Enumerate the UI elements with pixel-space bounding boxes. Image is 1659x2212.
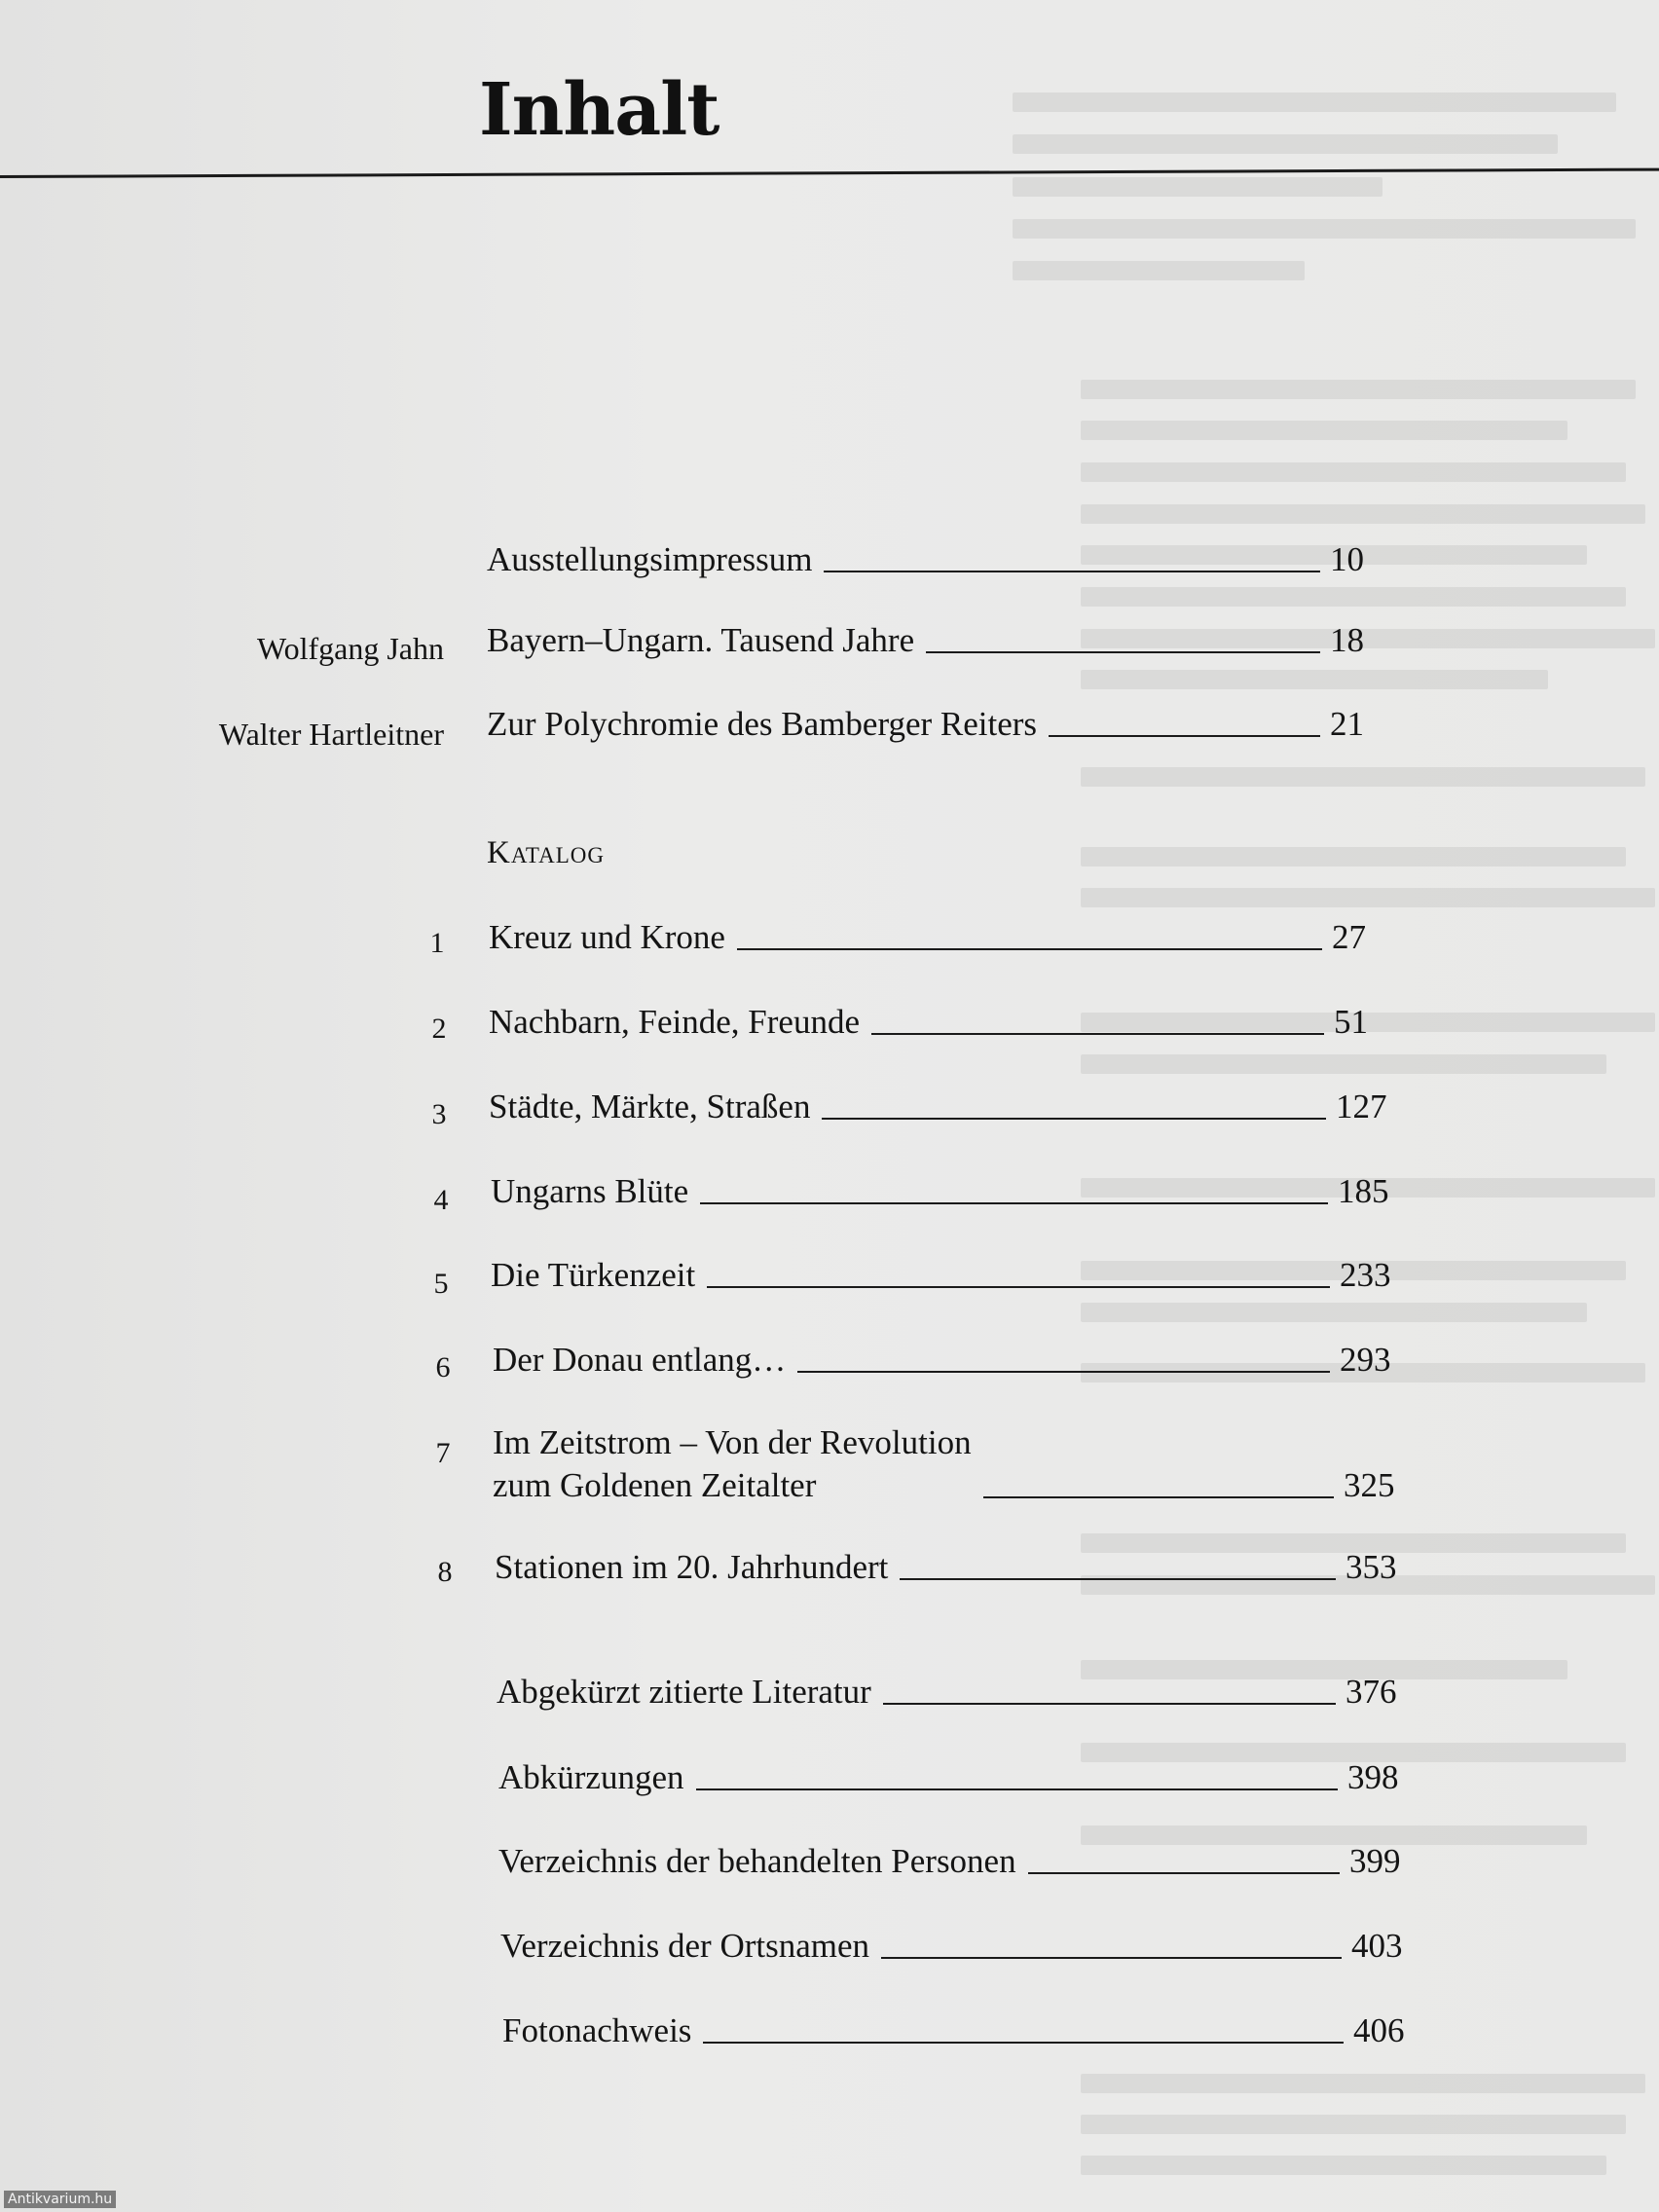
toc-entry[interactable]: [489, 1086, 1392, 1128]
page-number: 10: [1330, 540, 1364, 578]
entry-title-multiline: [493, 1421, 972, 1507]
entry-title: Ausstellungsimpressum: [487, 540, 813, 578]
toc-entry[interactable]: [491, 1170, 1394, 1213]
entry-title: Stationen im 20. Jahrhundert: [495, 1548, 889, 1586]
dot-leader: [900, 1578, 1336, 1580]
page-number: 27: [1332, 918, 1366, 956]
dot-leader: [824, 571, 1320, 572]
dot-leader: [871, 1033, 1324, 1035]
entry-title: Abgekürzt zitierte Literatur: [497, 1673, 871, 1711]
page-number: 18: [1330, 621, 1364, 659]
dot-leader: [797, 1371, 1330, 1373]
toc-entry[interactable]: [489, 1001, 1390, 1044]
toc-entry[interactable]: [497, 1671, 1402, 1714]
toc-entry[interactable]: [491, 1254, 1396, 1297]
dot-leader: [926, 651, 1320, 653]
toc-entry[interactable]: [502, 2009, 1410, 2052]
dot-leader: [703, 2042, 1344, 2044]
source-watermark: Antikvarium.hu: [4, 2191, 116, 2208]
entry-title: Kreuz und Krone: [489, 918, 725, 956]
toc-entry[interactable]: [493, 1339, 1396, 1382]
entry-title: Verzeichnis der Ortsnamen: [500, 1927, 870, 1965]
toc-entry[interactable]: [487, 538, 1386, 581]
page-number: 293: [1340, 1341, 1391, 1379]
dot-leader: [700, 1202, 1328, 1204]
toc-entry[interactable]: [500, 1925, 1408, 1968]
dot-leader: [1049, 735, 1320, 737]
page-number: 406: [1353, 2011, 1405, 2049]
entry-title-continued: zum Goldenen Zeitalter: [493, 1466, 817, 1504]
toc-entry[interactable]: [498, 1840, 1406, 1883]
dot-leader: [881, 1957, 1342, 1959]
entry-title: Fotonachweis: [502, 2011, 692, 2049]
section-heading-katalog: Katalog: [487, 835, 605, 870]
dot-leader: [1028, 1872, 1340, 1874]
toc-entry[interactable]: [487, 703, 1386, 746]
entry-title: Der Donau entlang…: [493, 1341, 787, 1379]
page-number: 399: [1349, 1842, 1401, 1880]
page-number: 325: [1344, 1466, 1395, 1504]
page-number: 51: [1334, 1003, 1368, 1041]
entry-title: Die Türkenzeit: [491, 1256, 696, 1294]
dot-leader: [822, 1118, 1326, 1120]
chapter-number: 5: [433, 1268, 449, 1300]
toc-entry[interactable]: [493, 1421, 1400, 1507]
chapter-number: 6: [435, 1351, 451, 1383]
toc-entry[interactable]: [487, 619, 1386, 662]
chapter-number: 8: [437, 1556, 453, 1588]
page-title: Inhalt: [479, 68, 719, 152]
entry-title: Ungarns Blüte: [491, 1172, 689, 1210]
entry-title: Städte, Märkte, Straßen: [489, 1088, 811, 1125]
entry-title: Zur Polychromie des Bamberger Reiters: [487, 705, 1038, 743]
chapter-number: 1: [429, 927, 445, 959]
chapter-number: 4: [433, 1184, 449, 1216]
dot-leader: [983, 1496, 1334, 1498]
page-number: 353: [1346, 1548, 1397, 1586]
page-number: 403: [1351, 1927, 1403, 1965]
chapter-number: 3: [431, 1098, 447, 1130]
dot-leader: [696, 1788, 1338, 1790]
entry-title: Abkürzungen: [498, 1758, 684, 1796]
page-number: 21: [1330, 705, 1364, 743]
dot-leader: [883, 1703, 1336, 1705]
entry-title: Im Zeitstrom – Von der Revolution: [493, 1423, 972, 1461]
toc-entry[interactable]: [489, 916, 1388, 959]
page-number: 398: [1347, 1758, 1399, 1796]
page-number: 127: [1336, 1088, 1387, 1125]
chapter-number: 7: [435, 1437, 451, 1469]
dot-leader: [737, 948, 1322, 950]
entry-title: Nachbarn, Feinde, Freunde: [489, 1003, 860, 1041]
entry-author: Walter Hartleitner: [218, 717, 444, 752]
dot-leader: [707, 1286, 1330, 1288]
page-number: 185: [1338, 1172, 1389, 1210]
entry-title: Verzeichnis der behandelten Personen: [498, 1842, 1016, 1880]
entry-title: Bayern–Ungarn. Tausend Jahre: [487, 621, 915, 659]
page-number: 376: [1346, 1673, 1397, 1711]
chapter-number: 2: [431, 1013, 447, 1045]
toc-entry[interactable]: [495, 1546, 1402, 1589]
toc-entry[interactable]: [498, 1756, 1404, 1799]
page-number: 233: [1340, 1256, 1391, 1294]
entry-author: Wolfgang Jahn: [256, 631, 444, 666]
